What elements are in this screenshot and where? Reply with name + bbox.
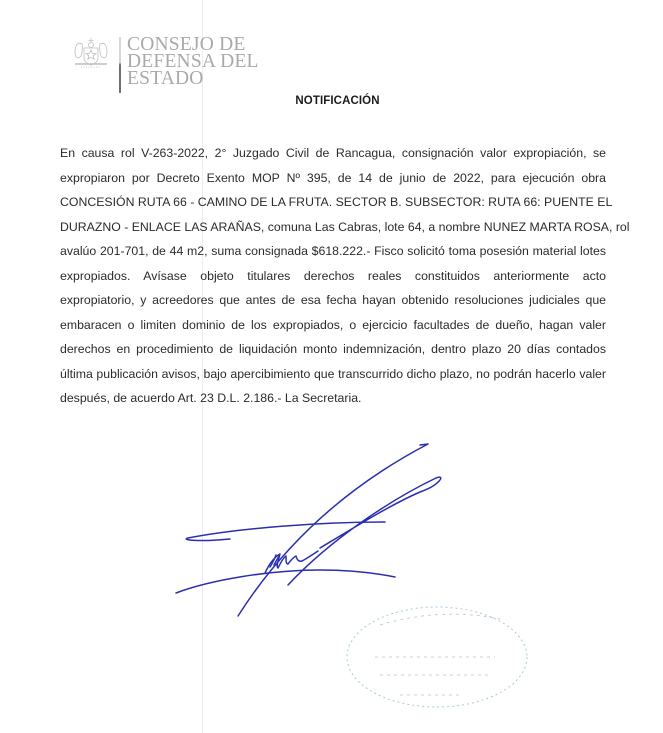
body-line: derechos en procedimiento de liquidación monto indemnización, dentro plazo 20 días contados bbox=[60, 342, 606, 356]
body-line: expropiaron por Decreto Exento MOP Nº 395, de 14 de junio de 2022, para ejecución obra bbox=[60, 170, 606, 185]
signature-stroke bbox=[186, 522, 385, 541]
signature-stroke bbox=[288, 477, 441, 585]
coat-of-arms-icon bbox=[72, 36, 110, 70]
org-name-line: DEFENSA DEL bbox=[127, 51, 259, 72]
org-name-line: ESTADO bbox=[127, 68, 204, 89]
letterhead bbox=[72, 34, 272, 94]
body-line: En causa rol V-263-2022, 2° Juzgado Civil de Rancagua, consignación valor expropiación, se bbox=[60, 146, 606, 160]
organization-name bbox=[127, 36, 259, 87]
document-title bbox=[0, 95, 663, 107]
letterhead-divider bbox=[119, 37, 121, 93]
signature-stroke bbox=[176, 570, 395, 593]
body-line: embaracen o limiten dominio de los expropiados, o ejercicio facultades de dueño, hagan valer bbox=[60, 317, 606, 332]
document-title-text: NOTIFICACIÓN bbox=[295, 95, 380, 107]
org-name-line: CONSEJO DE bbox=[127, 34, 246, 55]
notification-body bbox=[60, 141, 630, 411]
signature-stroke bbox=[238, 444, 428, 616]
body-line: después, de acuerdo Art. 23 D.L. 2.186.- La Secretaria. bbox=[60, 391, 362, 405]
body-line: expropiados. Avísase objeto titulares derechos reales constituidos anteriormente acto bbox=[60, 268, 606, 283]
body-line: última publicación avisos, bajo apercibimiento que transcurrido dicho plazo, no podrán hacerlo valer bbox=[60, 366, 606, 381]
official-stamp bbox=[340, 595, 535, 720]
body-line: DURAZNO - ENLACE LAS ARAÑAS, comuna Las Cabras, lote 64, a nombre NUNEZ MARTA ROSA, rol bbox=[60, 219, 630, 234]
body-line: avalúo 201-701, de 44 m2, suma consignada $618.222.- Fisco solicitó toma posesión material lotes bbox=[60, 244, 606, 258]
body-line: CONCESIÓN RUTA 66 - CAMINO DE LA FRUTA. SECTOR B. SUBSECTOR: RUTA 66: PUENTE EL bbox=[60, 195, 613, 209]
body-line: expropiatorio, y acreedores que antes de esa fecha hayan obtenido resoluciones judiciales que bbox=[60, 293, 606, 307]
